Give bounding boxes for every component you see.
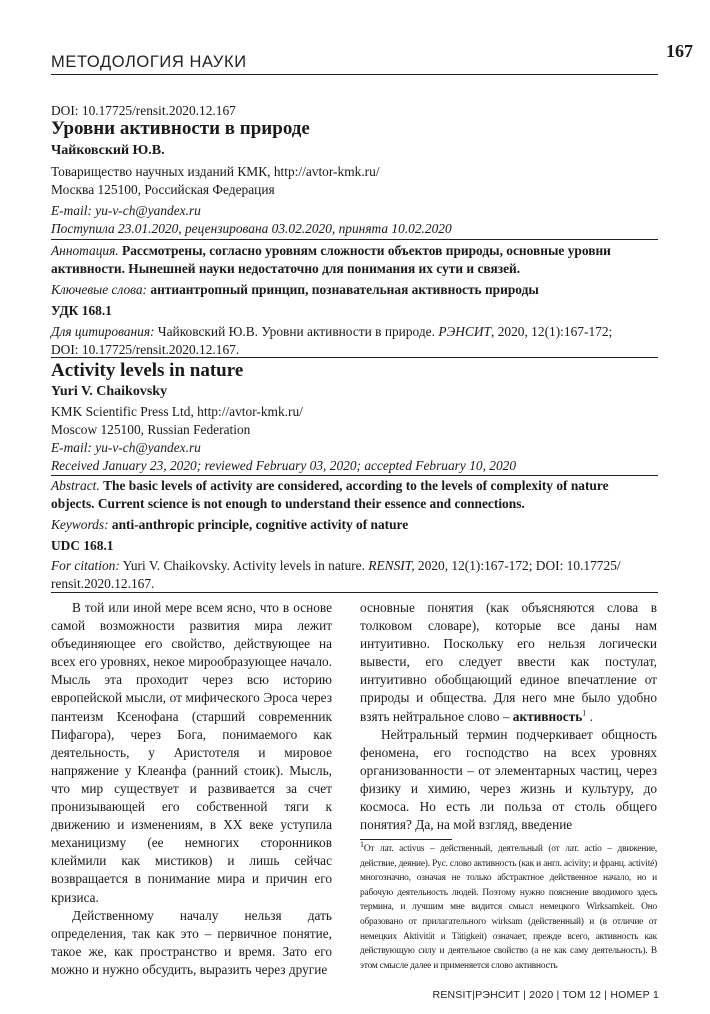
ru-udc: УДК 168.1 xyxy=(51,303,112,318)
section-title: МЕТОДОЛОГИЯ НАУКИ xyxy=(51,53,247,71)
en-abstract-line1 xyxy=(51,477,609,494)
ru-citation xyxy=(51,323,612,340)
en-title: Activity levels in nature xyxy=(51,360,244,381)
en-citation-rest: 2020, 12(1):167-172; DOI: 10.17725/ xyxy=(417,558,621,573)
ru-keywords-text: антиантропный принцип, познавательная активность природы xyxy=(150,282,539,297)
ru-citation-doi: DOI: 10.17725/rensit.2020.12.167. xyxy=(51,342,240,357)
en-citation-journal: RENSIT, xyxy=(368,558,415,573)
ru-abstract-label: Аннотация. xyxy=(51,243,119,258)
ru-abstract-line2: активности. Нынешней науки недостаточно для понимания их сути и связей. xyxy=(51,261,521,276)
ru-email: E-mail: yu-v-ch@yandex.ru xyxy=(51,203,201,218)
ru-doi: DOI: 10.17725/rensit.2020.12.167 xyxy=(51,103,236,118)
en-citation-label: For citation: xyxy=(51,558,120,573)
en-dates-rule xyxy=(51,475,658,476)
en-abstract-line2: objects. Current science is not enough to understand their essence and connections. xyxy=(51,496,525,511)
body-right-column xyxy=(360,599,657,834)
footnote-ref[interactable]: 1 xyxy=(582,708,587,718)
en-citation xyxy=(51,557,621,574)
footnote xyxy=(360,839,657,973)
en-affiliation: KMK Scientific Press Ltd, http://avtor-kmk.ru/ xyxy=(51,404,303,419)
body-paragraph: В той или иной мере всем ясно, что в основе самой возможности развития мира лежит объединяющее его свойство, действующее на всех его уровнях, некое мирообразующее начало. Мысль эта проходит через всю историю европейской мысли, от мифического Эроса через пантеизм Ксенофана (старший современник Пифагора), через Бога, понимаемого как деятельность, у Аристотеля и мировое напряжение у Клеанфа (ранний стоик). Мысль, что мир существует и развивается за счет пронизывающей его собственной тяги к движению и изменениям, в XX веке уступила механицизму (ее немногих сторонников клеймили как мистиков) и лишь сейчас возвращается в понимание мира и причин его кризиса. xyxy=(51,600,332,905)
en-keywords-label: Keywords: xyxy=(51,517,109,532)
ru-citation-journal: РЭНСИТ xyxy=(438,324,491,339)
en-address: Moscow 125100, Russian Federation xyxy=(51,422,251,437)
body-paragraph-end: . xyxy=(589,708,593,724)
ru-citation-text: Чайковский Ю.В. Уровни активности в природе. xyxy=(157,324,435,339)
ru-keywords xyxy=(51,281,539,298)
en-email: E-mail: yu-v-ch@yandex.ru xyxy=(51,440,201,455)
ru-citation-label: Для цитирования: xyxy=(51,324,155,339)
ru-author: Чайковский Ю.В. xyxy=(51,143,165,158)
activity-term: активность xyxy=(512,708,583,724)
en-citation-doi: rensit.2020.12.167. xyxy=(51,576,155,591)
en-abstract-text1: The basic levels of activity are considered, according to the levels of complexity of nature xyxy=(103,478,609,493)
ru-keywords-label: Ключевые слова: xyxy=(51,282,148,297)
ru-affiliation: Товарищество научных изданий КМК, http://avtor-kmk.ru/ xyxy=(51,164,380,179)
en-udc: UDC 168.1 xyxy=(51,538,114,553)
footnote-mark: 1 xyxy=(360,839,364,849)
body-paragraph-text: основные понятия (как объясняются слова в толковом словаре), которые все даны нам интуитивно. Поскольку его нельзя логически вывести, его следует ввести как постулат, интуитивно обобщающий единое впечатление от природы и общества. Для него мне было удобно взять нейтральное слово – xyxy=(360,600,657,724)
en-keywords xyxy=(51,516,408,533)
footnote-text: От лат. activus – действенный, деятельный (от лат. actio – движение, действие, деяние). Рус. слово активность (как и англ. acivity; и франц. activité) многозначно, означая не только абстрактное действенное начало, но и рабочую деятельность людей. Поэтому нужно пояснение вводимого здесь термина, и лучшим мне видится смысл немецкого Wirksamkeit. Оно образовано от прилагательного wirksam (действенный) и (в отличие от немецких Aktivität и Tätigkeit) означает, прежде всего, активность как действующую силу и деятельное свойство (а не как саму деятельность). В этом смысле далее и применяется слово активность xyxy=(360,844,657,971)
page-number: 167 xyxy=(666,41,693,61)
ru-address: Москва 125100, Российская Федерация xyxy=(51,182,275,197)
ru-block-rule xyxy=(51,357,658,358)
body-paragraph: Нейтральный термин подчеркивает общность феномена, его господство на всех уровнях организованности – от элементарных частиц, через физику и химию, через жизнь и культуру, до космоса. Но есть ли польза от столь общего понятия? Да, на мой взгляд, введение xyxy=(360,726,657,833)
en-keywords-text: anti-anthropic principle, cognitive activity of nature xyxy=(111,517,409,532)
header-rule xyxy=(51,74,658,75)
body-paragraph: Действенному началу нельзя дать определения, так как это – первичное понятие, такое же, как пространство и время. Зато его можно и нужно обсудить, выразить через другие xyxy=(51,907,332,977)
footer-journal-info: RENSIT|РЭНСИТ | 2020 | ТОМ 12 | НОМЕР 1 xyxy=(432,989,659,1001)
ru-title: Уровни активности в природе xyxy=(51,118,310,139)
footnote-rule xyxy=(360,839,452,840)
en-block-rule xyxy=(51,592,658,593)
ru-dates: Поступила 23.01.2020, рецензирована 03.02.2020, принята 10.02.2020 xyxy=(51,221,452,236)
ru-citation-rest: , 2020, 12(1):167-172; xyxy=(491,324,613,339)
ru-abstract-line1 xyxy=(51,242,611,259)
en-dates: Received January 23, 2020; reviewed February 03, 2020; accepted February 10, 2020 xyxy=(51,458,517,473)
en-citation-text: Yuri V. Chaikovsky. Activity levels in nature. xyxy=(122,558,365,573)
body-paragraph xyxy=(360,599,657,726)
body-left-column xyxy=(51,599,332,979)
ru-dates-rule xyxy=(51,239,658,240)
en-abstract-label: Abstract. xyxy=(51,478,100,493)
en-author: Yuri V. Chaikovsky xyxy=(51,384,168,399)
ru-abstract-text1: Рассмотрены, согласно уровням сложности объектов природы, основные уровни xyxy=(122,243,611,258)
